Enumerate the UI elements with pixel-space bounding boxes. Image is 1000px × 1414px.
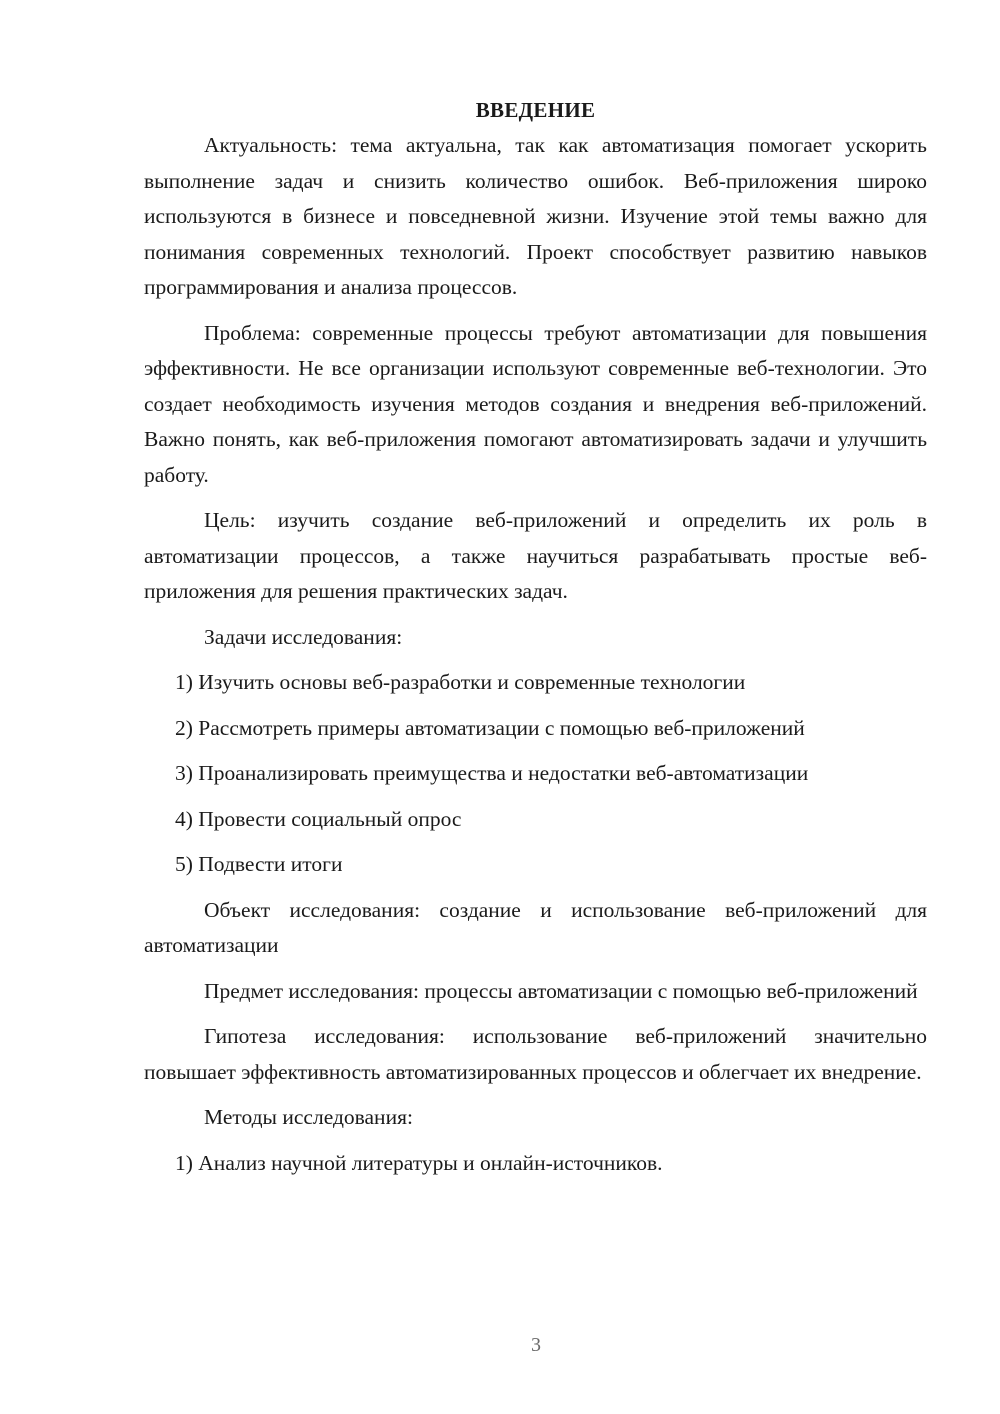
- page-number: 3: [531, 1334, 541, 1356]
- task-item: 3) Проанализировать преимущества и недостатки веб-автоматизации: [175, 761, 809, 785]
- hypothesis-paragraph: Гипотеза исследования: использование веб-приложений значительно повышает эффективность автоматизированных процессов и облегчает их внедрение.: [144, 1024, 927, 1084]
- task-item: 1) Изучить основы веб-разработки и современные технологии: [175, 670, 746, 694]
- method-item: 1) Анализ научной литературы и онлайн-источников.: [175, 1150, 663, 1175]
- object-paragraph: Объект исследования: создание и использование веб-приложений для автоматизации: [144, 897, 927, 957]
- goal-paragraph: Цель: изучить создание веб-приложений и определить их роль в автоматизации процессов, а также научиться разрабатывать простые веб-приложения для решения практических задач.: [144, 508, 927, 603]
- task-item: 4) Провести социальный опрос: [175, 806, 462, 831]
- page-content: [144, 92, 927, 1191]
- methods-heading: Методы исследования:: [204, 1105, 413, 1129]
- section-heading: ВВЕДЕНИЕ: [475, 98, 596, 122]
- task-item: 5) Подвести итоги: [175, 852, 343, 876]
- subject-paragraph: Предмет исследования: процессы автоматизации с помощью веб-приложений: [204, 978, 918, 1003]
- tasks-heading: Задачи исследования:: [204, 624, 403, 649]
- problem-paragraph: Проблема: современные процессы требуют автоматизации для повышения эффективности. Не все организации используют современные веб-технологии. Это создает необходимость изучения методов создания и внедрения веб-приложений. Важно понять, как веб-приложения помогают автоматизировать задачи и улучшить работу.: [144, 320, 927, 487]
- task-item: 2) Рассмотреть примеры автоматизации с помощью веб-приложений: [175, 715, 805, 740]
- relevance-paragraph: Актуальность: тема актуальна, так как автоматизация помогает ускорить выполнение задач и снизить количество ошибок. Веб-приложения широко используются в бизнесе и повседневной жизни. Изучение этой темы важно для понимания современных технологий. Проект способствует развитию навыков программирования и анализа процессов.: [144, 133, 927, 299]
